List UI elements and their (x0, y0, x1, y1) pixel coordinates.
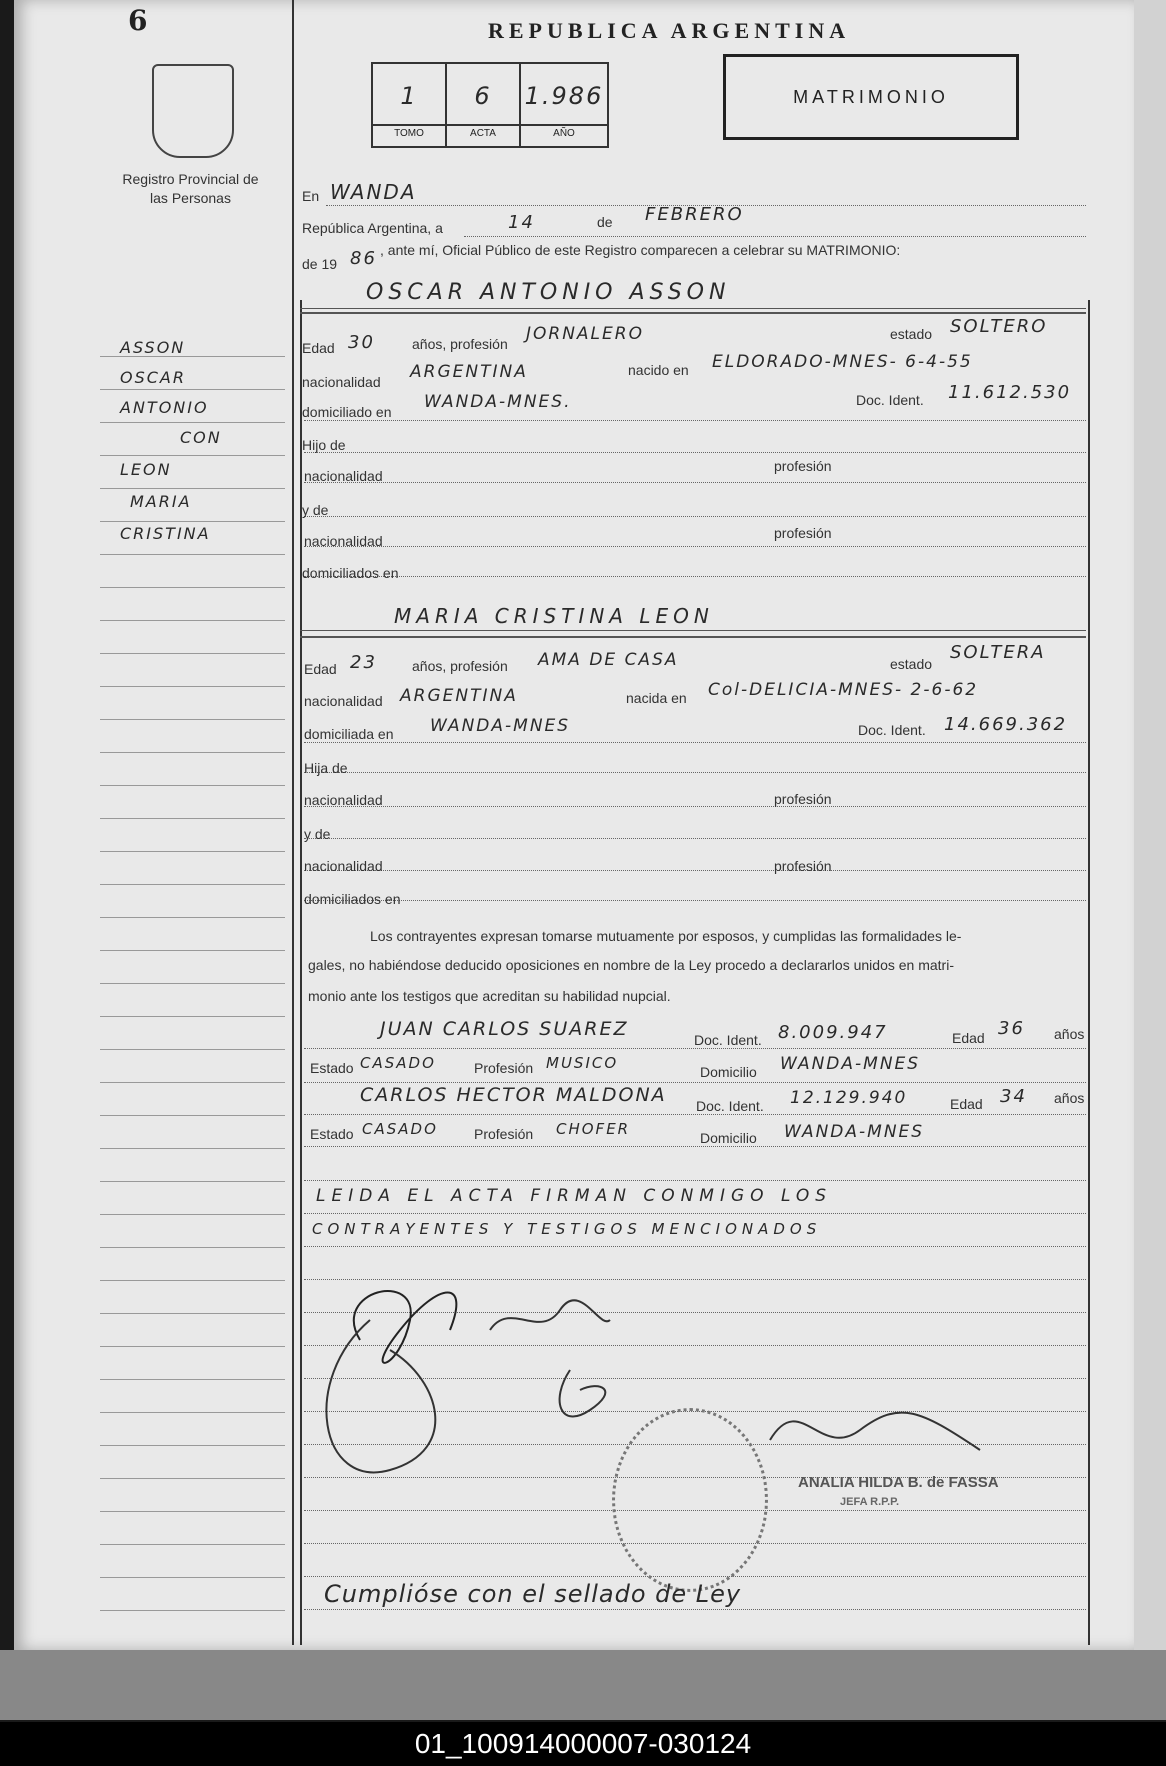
bride-nacida-en: Col-DELICIA-MNES- 2-6-62 (708, 680, 979, 700)
margin-ruled-line (100, 686, 285, 687)
year-prefix: de 19 (302, 256, 338, 272)
groom-nacido-en: ELDORADO-MNES- 6-4-55 (712, 352, 973, 372)
field-dotted-line (304, 838, 1086, 839)
margin-ruled-line (100, 554, 285, 555)
groom-edad: 30 (348, 332, 375, 353)
official-signature (770, 1413, 980, 1450)
groom-domicilio-label: domiciliado en (302, 404, 392, 420)
groom-doc: 11.612.530 (948, 382, 1072, 403)
margin-ruled-line (100, 488, 285, 489)
declaration-line-2: gales, no habiéndose deducido oposiciones en nombre de la Ley procedo a declararlos unidos en matri- (308, 957, 954, 973)
margin-ruled-line (100, 1148, 285, 1149)
de-label: de (597, 214, 613, 230)
bride-profesion: AMA DE CASA (538, 650, 679, 670)
bride-nac2-label: nacionalidad (304, 858, 383, 874)
bride-domicilio-label: domiciliada en (304, 726, 394, 742)
bride-yde-label: y de (304, 826, 331, 842)
groom-signature (354, 1291, 457, 1363)
acta-value: 6 (474, 82, 492, 110)
margin-ruled-line (100, 1478, 285, 1479)
day-value: 14 (508, 212, 535, 233)
margin-ruled-line (100, 620, 285, 621)
groom-nacionalidad-label: nacionalidad (302, 374, 381, 390)
field-dotted-line (304, 516, 1086, 517)
republica-label: República Argentina, a (302, 220, 443, 236)
witness-2-anos-label: años (1054, 1090, 1085, 1106)
bride-domiciliados-label: domiciliados en (304, 891, 401, 907)
groom-profesion-label: años, profesión (412, 336, 508, 352)
margin-ruled-line (100, 422, 285, 423)
book-cover-bottom (0, 1650, 1166, 1720)
ano-cell (521, 64, 607, 146)
field-dotted-line (304, 452, 1086, 453)
official-stamp (612, 1408, 768, 1592)
margin-ruled-line (100, 356, 285, 357)
margin-ruled-line (100, 521, 285, 522)
witness-1-name: JUAN CARLOS SUAREZ (380, 1018, 629, 1040)
official-name: ANALIA HILDA B. de FASSA (798, 1474, 999, 1491)
page-number: 6 (128, 4, 148, 37)
margin-ruled-line (100, 1016, 285, 1017)
bride-doc: 14.669.362 (944, 714, 1068, 735)
groom-nacido-label: nacido en (628, 362, 689, 378)
bride-full-name: MARIA CRISTINA LEON (394, 604, 714, 628)
margin-ruled-line (100, 587, 285, 588)
field-dotted-line (304, 870, 1086, 871)
margin-ruled-line (100, 1181, 285, 1182)
bride-nacionalidad-label: nacionalidad (304, 693, 383, 709)
declaration-line-3: monio ante los testigos que acreditan su habilidad nupcial. (308, 988, 671, 1004)
margin-ruled-line (100, 719, 285, 720)
official-title: JEFA R.P.P. (840, 1496, 900, 1508)
witness-1-domicilio: WANDA-MNES (780, 1054, 921, 1074)
field-dotted-line (304, 420, 1086, 421)
bride-profesion-label: años, profesión (412, 658, 508, 674)
place-value: WANDA (330, 180, 417, 204)
margin-ruled-line (100, 455, 285, 456)
witness-1-edad: 36 (998, 1018, 1025, 1039)
groom-prof1-label: profesión (774, 458, 832, 474)
bride-name-line (300, 630, 1086, 631)
witness-2-domicilio-label: Domicilio (700, 1130, 757, 1146)
acta-cell (447, 64, 521, 146)
field-dotted-line (304, 900, 1086, 901)
ano-label: AÑO (521, 124, 607, 139)
month-value: FEBRERO (645, 204, 744, 225)
closing-note-2: CONTRAYENTES Y TESTIGOS MENCIONADOS (312, 1220, 822, 1238)
groom-full-name: OSCAR ANTONIO ASSON (366, 280, 731, 305)
witness-1-domicilio-label: Domicilio (700, 1064, 757, 1080)
margin-ruled-line (100, 1511, 285, 1512)
acta-box (371, 62, 609, 148)
margin-ruled-line (100, 389, 285, 390)
field-dotted-line (304, 742, 1086, 743)
loop-signature (326, 1320, 435, 1472)
margin-ruled-line (100, 884, 285, 885)
field-dotted-line (304, 482, 1086, 483)
margin-name-0: ASSON (120, 338, 186, 357)
margin-ruled-line (100, 983, 285, 984)
act-type-box: MATRIMONIO (723, 54, 1019, 140)
bride-prof2-label: profesión (774, 858, 832, 874)
witness-1-estado: CASADO (360, 1054, 436, 1072)
margin-ruled-line (100, 1412, 285, 1413)
witness-2-estado: CASADO (362, 1120, 438, 1138)
field-dotted-line (304, 1146, 1086, 1147)
bride-estado-label: estado (890, 656, 933, 672)
field-dotted-line (304, 772, 1086, 773)
groom-estado-label: estado (890, 326, 933, 342)
margin-ruled-line (100, 1610, 285, 1611)
provincial-seal (152, 64, 234, 158)
en-label: En (302, 188, 320, 204)
body-ruled-line (304, 1213, 1086, 1214)
bride-section-top (300, 636, 1086, 638)
closing-note-1: LEIDA EL ACTA FIRMAN CONMIGO LOS (316, 1186, 833, 1206)
margin-ruled-line (100, 818, 285, 819)
witness-2-name: CARLOS HECTOR MALDONA (360, 1084, 667, 1106)
year-value: 86 (350, 248, 377, 269)
ano-value: 1.986 (524, 82, 604, 110)
bride-signature (490, 1300, 610, 1330)
margin-ruled-line (100, 1115, 285, 1116)
bride-domicilio: WANDA-MNES (430, 716, 571, 736)
margin-name-1: OSCAR (120, 368, 186, 387)
witness-2-profesion: CHOFER (556, 1120, 631, 1138)
field-dotted-line (304, 546, 1086, 547)
margin-ruled-line (100, 752, 285, 753)
groom-hijo-label: Hijo de (302, 437, 346, 453)
margin-name-6: CRISTINA (120, 524, 211, 543)
groom-name-line (300, 308, 1086, 309)
margin-ruled-line (100, 785, 285, 786)
margin-name-2: ANTONIO (120, 398, 209, 417)
body-ruled-line (304, 1609, 1086, 1610)
field-dotted-line (304, 1114, 1086, 1115)
body-right-border (1088, 300, 1090, 1645)
country-title: REPUBLICA ARGENTINA (488, 18, 851, 43)
groom-edad-label: Edad (302, 340, 335, 356)
field-dotted-line (304, 1048, 1086, 1049)
bride-estado: SOLTERA (950, 642, 1046, 663)
groom-nac2-label: nacionalidad (304, 533, 383, 549)
margin-ruled-line (100, 653, 285, 654)
witness-2-doc: 12.129.940 (790, 1088, 908, 1108)
groom-domiciliados-label: domiciliados en (302, 565, 399, 581)
witness-2-doc-label: Doc. Ident. (696, 1098, 764, 1114)
registry-name (118, 170, 263, 208)
declaration-line-1: Los contrayentes expresan tomarse mutuamente por esposos, y cumplidas las formalidades le- (370, 928, 962, 944)
witness-1-doc: 8.009.947 (778, 1022, 888, 1043)
bride-doc-label: Doc. Ident. (858, 722, 926, 738)
witness-2-edad: 34 (1000, 1086, 1027, 1107)
registry-text: Registro Provincial de las Personas (122, 171, 259, 206)
bride-prof1-label: profesión (774, 791, 832, 807)
margin-ruled-line (100, 917, 285, 918)
witness-2-domicilio: WANDA-MNES (784, 1122, 925, 1142)
body-ruled-line (304, 1246, 1086, 1247)
groom-section-top (300, 312, 1086, 314)
groom-doc-label: Doc. Ident. (856, 392, 924, 408)
bride-edad-label: Edad (304, 661, 337, 677)
witness-1-estado-label: Estado (310, 1060, 354, 1076)
groom-domicilio: WANDA-MNES. (424, 392, 572, 412)
witness-signature (560, 1370, 606, 1416)
groom-nac1-label: nacionalidad (304, 468, 383, 484)
tomo-value: 1 (400, 82, 418, 110)
margin-ruled-line (100, 1544, 285, 1545)
margin-ruled-line (100, 1313, 285, 1314)
margin-ruled-line (100, 1082, 285, 1083)
field-dotted-line (304, 1082, 1086, 1083)
margin-ruled-line (100, 1049, 285, 1050)
acta-label: ACTA (447, 124, 519, 139)
tomo-label: TOMO (373, 124, 445, 139)
margin-name-5: MARIA (130, 492, 192, 511)
bride-nacida-label: nacida en (626, 690, 687, 706)
groom-estado: SOLTERO (950, 316, 1048, 337)
witness-1-doc-label: Doc. Ident. (694, 1032, 762, 1048)
groom-prof2-label: profesión (774, 525, 832, 541)
witness-1-anos-label: años (1054, 1026, 1085, 1042)
body-ruled-line (304, 1180, 1086, 1181)
witness-2-estado-label: Estado (310, 1126, 354, 1142)
left-column-divider (292, 0, 294, 1645)
margin-ruled-line (100, 1280, 285, 1281)
intro-text: , ante mí, Oficial Público de este Registro comparecen a celebrar su MATRIMONIO: (380, 242, 901, 258)
bride-nac1-label: nacionalidad (304, 792, 383, 808)
groom-yde-label: y de (302, 502, 329, 518)
witness-2-profesion-label: Profesión (474, 1126, 534, 1142)
book-edge (1134, 0, 1166, 1650)
groom-nacionalidad: ARGENTINA (410, 362, 528, 382)
bride-hija-label: Hija de (304, 760, 348, 776)
margin-ruled-line (100, 1247, 285, 1248)
field-dotted-line (304, 806, 1086, 807)
witness-1-profesion-label: Profesión (474, 1060, 534, 1076)
witness-1-edad-label: Edad (952, 1030, 985, 1046)
margin-ruled-line (100, 1346, 285, 1347)
margin-ruled-line (100, 1577, 285, 1578)
tomo-cell (373, 64, 447, 146)
bride-nacionalidad: ARGENTINA (400, 686, 518, 706)
date-line (464, 236, 1086, 237)
field-dotted-line (304, 576, 1086, 577)
margin-ruled-line (100, 950, 285, 951)
margin-ruled-line (100, 851, 285, 852)
margin-name-3: CON (180, 428, 222, 447)
witness-1-profesion: MUSICO (546, 1054, 619, 1072)
witness-2-edad-label: Edad (950, 1096, 983, 1112)
margin-name-4: LEON (120, 460, 172, 479)
bride-edad: 23 (350, 652, 377, 673)
image-caption: 01_100914000007-030124 (0, 1722, 1166, 1766)
margin-ruled-line (100, 1379, 285, 1380)
margin-ruled-line (100, 1214, 285, 1215)
final-note: Cumplióse con el sellado de Ley (324, 1580, 742, 1608)
margin-ruled-line (100, 1445, 285, 1446)
groom-profesion: JORNALERO (526, 324, 644, 344)
